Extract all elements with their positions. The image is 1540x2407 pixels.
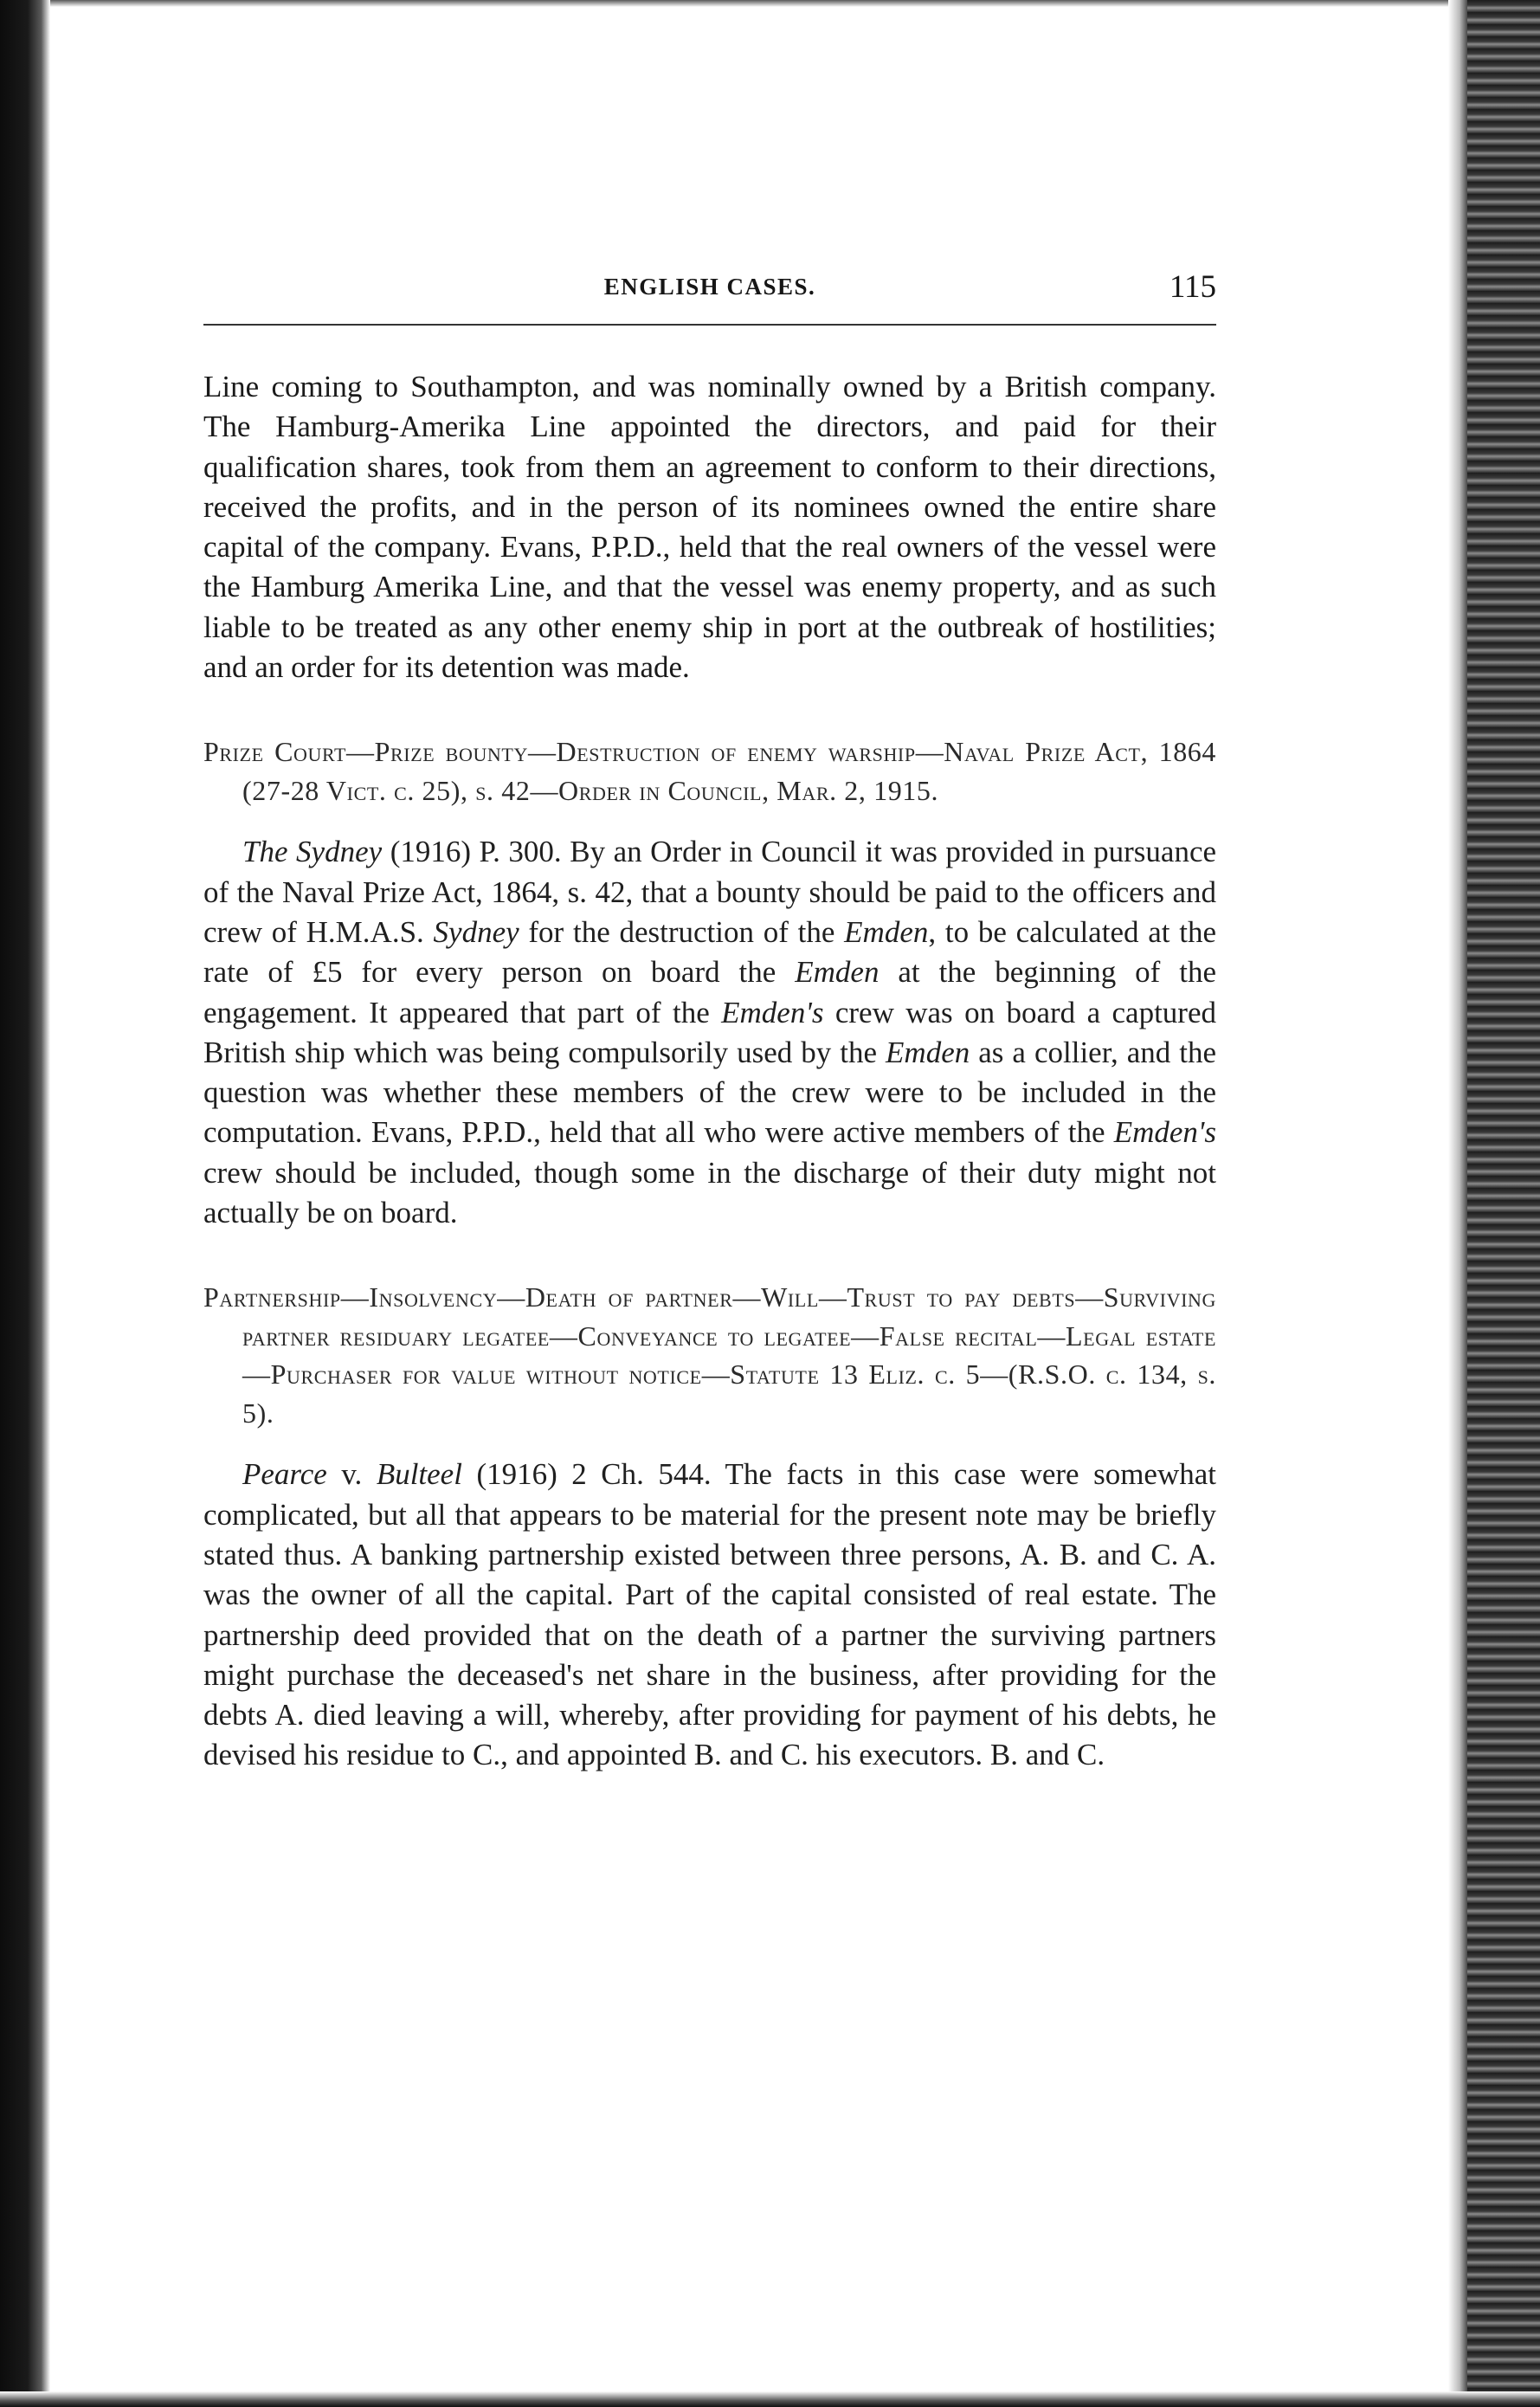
case-text: at the beginning of the engagement. It appeared that part of the (203, 955, 1216, 1029)
ship-name: Emden's (1113, 1115, 1216, 1150)
ship-name: Emden (795, 955, 880, 990)
scan-right-shadow (1448, 0, 1467, 2407)
ship-name: Sydney (433, 914, 519, 949)
case-versus: v. (326, 1457, 377, 1492)
book-page (203, 260, 1216, 1776)
case-title: The Sydney (242, 835, 383, 869)
ship-name: Emden (844, 914, 929, 949)
case-text: By an Order in Council it was provided in pursuance of the Naval Prize Act, 1864, s. 42, that a bounty should be paid to the officers and crew of H.M.A.S. (203, 835, 1217, 949)
scan-left-edge (0, 0, 50, 2407)
page-number: 115 (1169, 269, 1216, 305)
ship-name: Emden (886, 1035, 970, 1069)
section-heading-partnership: Partnership—Insolvency—Death of partner—Will—Trust to pay debts—Surviving partner residuary legatee—Conveyance to legatee—False recital—Legal estate—Purchaser for value without notice—Statute 13 Eliz. c. 5—(R.S.O. c. 134, s. 5). (203, 1281, 1216, 1429)
case-text: crew should be included, though some in the discharge of their duty might not actually be on board. (203, 1155, 1216, 1230)
running-title: ENGLISH CASES. (603, 274, 816, 300)
case-citation: (1916) P. 300. (382, 835, 570, 869)
running-head (203, 260, 1216, 312)
header-rule (203, 324, 1216, 326)
case-text: The facts in this case were somewhat complicated, but all that appears to be material for the present note may be briefly stated thus. A banking partnership existed between three persons, A. B. and C. A. was the owner of all the capital. Part of the capital consisted of real estate. The partnership deed provided that on the death of a partner the surviving partners might purchase the deceased's net share in the business, after providing for the debts A. died leaving a will, whereby, after providing for payment of his debts, he devised his residue to C., and appointed B. and C. his executors. B. and C. (203, 1457, 1216, 1772)
case-paragraph-pearce (203, 1455, 1216, 1775)
scan-top-edge (0, 0, 1540, 7)
case-paragraph-sydney (203, 832, 1216, 1233)
ship-name: Emden's (721, 995, 824, 1029)
case-citation: (1916) 2 Ch. 544. (461, 1457, 725, 1492)
continuation-paragraph: Line coming to Southampton, and was nominally owned by a British company. The Hamburg-Amerika Line appointed the directors, and paid for their qualification shares, took from them an agreement to conform to their directions, received the profits, and in the person of its nominees owned the entire share capital of the company. Evans, P.P.D., held that the real owners of the vessel were the Hamburg Amerika Line, and that the vessel was enemy property, and as such liable to be treated as any other enemy ship in port at the outbreak of hostilities; and an order for its detention was made. (203, 370, 1216, 685)
case-title: Pearce (242, 1457, 327, 1492)
scan-right-edge (1467, 0, 1540, 2407)
section-heading-prize-court: Prize Court—Prize bounty—Destruction of enemy warship—Naval Prize Act, 1864 (27-28 Vict. c. 25), s. 42—Order in Council, Mar. 2, 1915. (203, 736, 1216, 806)
case-text: for the destruction of the (519, 914, 845, 949)
case-title-2: Bulteel (376, 1457, 462, 1492)
case-text: as a collier, and the question was whether these members of the crew were to be included in the computation. Evans, P.P.D., held that all who were active members of the (203, 1035, 1217, 1150)
case-text: crew was on board a captured British ship which was being compulsorily used by the (203, 995, 1216, 1069)
scan-bottom-edge (0, 2391, 1540, 2407)
case-text: , to be calculated at the rate of £5 for every person on board the (203, 914, 1216, 990)
